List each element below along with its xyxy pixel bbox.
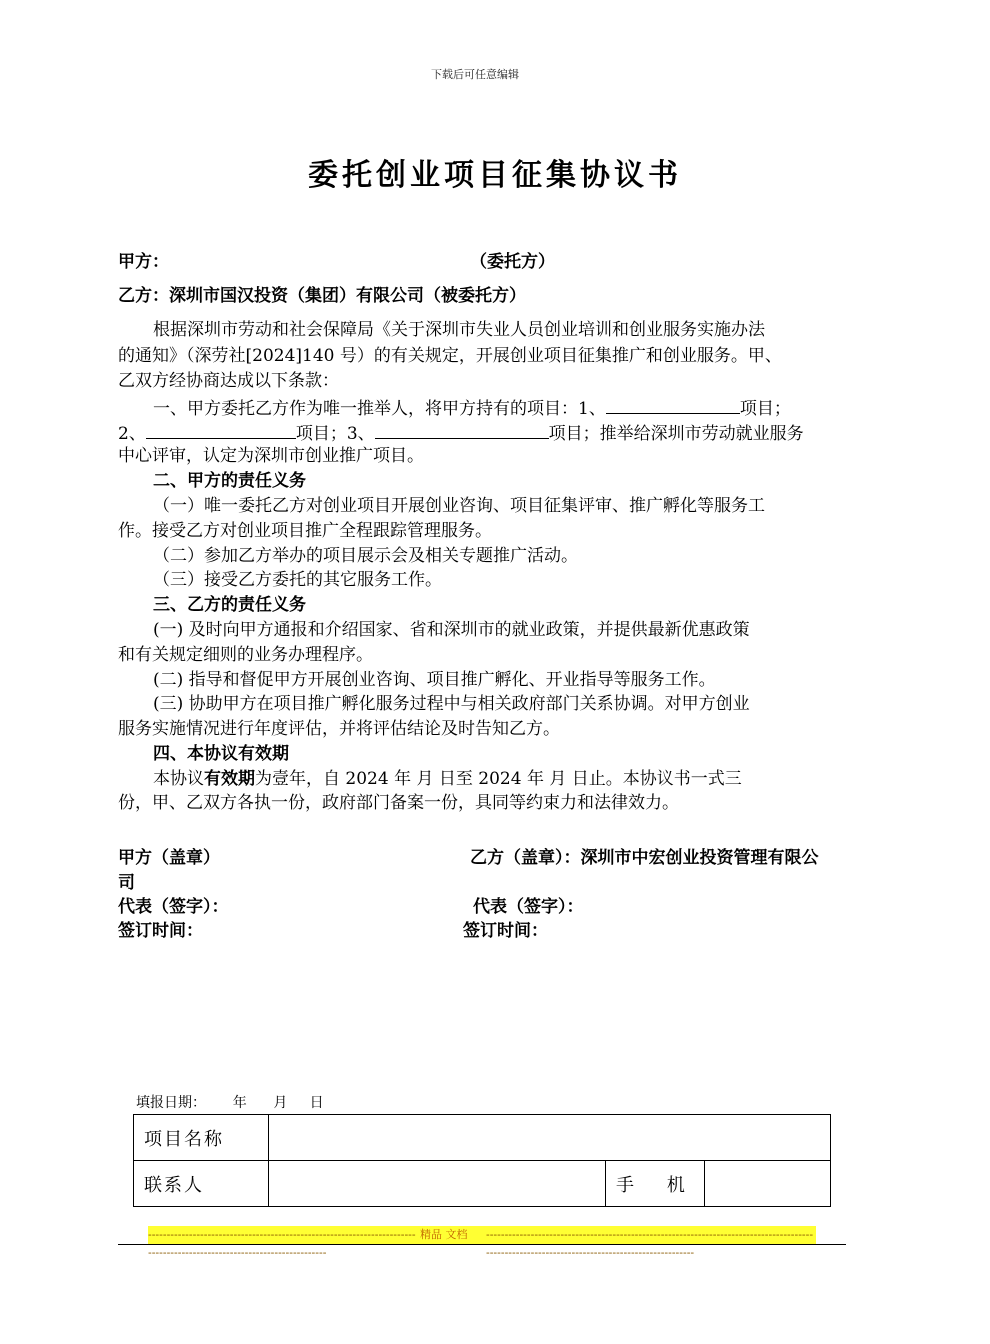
section2-heading: 二、甲方的责任义务 xyxy=(153,471,306,491)
clause1-line-1 xyxy=(153,395,791,421)
footer-dash-right: ------------------------------------------------------------------------------------------------------------------------------------------------ xyxy=(486,1228,814,1259)
party-a-sign-date: 签订时间： xyxy=(118,921,203,941)
project-name-label: 项目名称 xyxy=(134,1115,269,1161)
party-a-representative: 代表（签字）： xyxy=(118,897,229,917)
section2-item2: （二）参加乙方举办的项目展示会及相关专题推广活动。 xyxy=(153,546,578,566)
section3-heading: 三、乙方的责任义务 xyxy=(153,595,306,615)
footer-highlight-bar xyxy=(148,1226,816,1259)
footer-dash-left: ------------------------------------------------------------------------------------------------------------------------ xyxy=(148,1228,416,1259)
section4-line1-c: 为壹年，自 2024 年 月 日至 2024 年 月 日止。本协议书一式三 xyxy=(255,769,742,789)
intro-line-1: 根据深圳市劳动和社会保障局《关于深圳市失业人员创业培训和创业服务实施办法 xyxy=(153,320,765,340)
clause1-line-3: 中心评审，认定为深圳市创业推广项目。 xyxy=(118,446,424,466)
section3-item3-line2: 服务实施情况进行年度评估，并将评估结论及时告知乙方。 xyxy=(118,719,560,739)
party-a-seal: 甲方（盖章） xyxy=(118,848,220,868)
clause1-line2-suffix: 项目；推举给深圳市劳动就业服务 xyxy=(548,424,804,444)
party-b-seal: 乙方（盖章）：深圳市中宏创业投资管理有限公 xyxy=(470,848,819,868)
clause1-line1-suffix: 项目； xyxy=(739,399,791,419)
party-b-line: 乙方：深圳市国汉投资（集团）有限公司（被委托方） xyxy=(118,286,526,306)
fill-date: 填报日期： 年 月 日 xyxy=(136,1095,324,1111)
section2-item3: （三）接受乙方委托的其它服务工作。 xyxy=(153,570,442,590)
party-b-representative: 代表（签字）： xyxy=(473,897,584,917)
contact-field[interactable] xyxy=(269,1161,606,1207)
section4-line-2: 份，甲、乙双方各执一份，政府部门备案一份，具同等约束力和法律效力。 xyxy=(118,793,679,813)
intro-line-2: 的通知》（深劳社[2024]140 号）的有关规定，开展创业项目征集推广和创业服务。甲、 xyxy=(118,346,782,366)
party-b-seal-wrap: 司 xyxy=(118,873,135,893)
page-title: 委托创业项目征集协议书 xyxy=(308,158,682,193)
project-3-blank[interactable] xyxy=(375,420,549,439)
party-b-sign-date: 签订时间： xyxy=(463,921,548,941)
contact-row xyxy=(134,1161,831,1207)
clause1-line1-prefix: 一、甲方委托乙方作为唯一推举人，将甲方持有的项目：1、 xyxy=(153,399,606,419)
project-name-field[interactable] xyxy=(269,1115,831,1161)
footer-label: 精品 文档 xyxy=(420,1228,468,1241)
project-1-blank[interactable] xyxy=(606,395,740,414)
contact-label: 联系人 xyxy=(134,1161,269,1207)
party-a-label: 甲方： xyxy=(118,252,169,272)
section2-item1-line1: （一）唯一委托乙方对创业项目开展创业咨询、项目征集评审、推广孵化等服务工 xyxy=(153,496,765,516)
clause1-line-2 xyxy=(118,420,804,446)
project-info-table xyxy=(133,1114,831,1207)
header-note: 下载后可任意编辑 xyxy=(431,68,519,81)
section4-line1-b: 有效期 xyxy=(204,769,255,789)
section4-heading: 四、本协议有效期 xyxy=(153,744,289,764)
party-a-role: （委托方） xyxy=(470,252,555,272)
section4-line-1 xyxy=(153,767,742,791)
clause1-line2-prefix: 2、 xyxy=(118,424,146,444)
phone-label: 手 机 xyxy=(606,1161,705,1207)
footer-rule xyxy=(118,1244,846,1245)
section2-item1-line2: 作。接受乙方对创业项目推广全程跟踪管理服务。 xyxy=(118,521,492,541)
clause1-line2-mid: 项目；3、 xyxy=(295,424,375,444)
section4-line1-a: 本协议 xyxy=(153,769,204,789)
project-2-blank[interactable] xyxy=(146,420,296,439)
section3-item3-line1: (三) 协助甲方在项目推广孵化服务过程中与相关政府部门关系协调。对甲方创业 xyxy=(153,694,750,714)
section3-item1-line1: (一) 及时向甲方通报和介绍国家、省和深圳市的就业政策，并提供最新优惠政策 xyxy=(153,620,750,640)
section3-item2: (二) 指导和督促甲方开展创业咨询、项目推广孵化、开业指导等服务工作。 xyxy=(153,670,716,690)
phone-field[interactable] xyxy=(705,1161,831,1207)
section3-item1-line2: 和有关规定细则的业务办理程序。 xyxy=(118,645,373,665)
intro-line-3: 乙双方经协商达成以下条款： xyxy=(118,371,339,391)
project-name-row xyxy=(134,1115,831,1161)
